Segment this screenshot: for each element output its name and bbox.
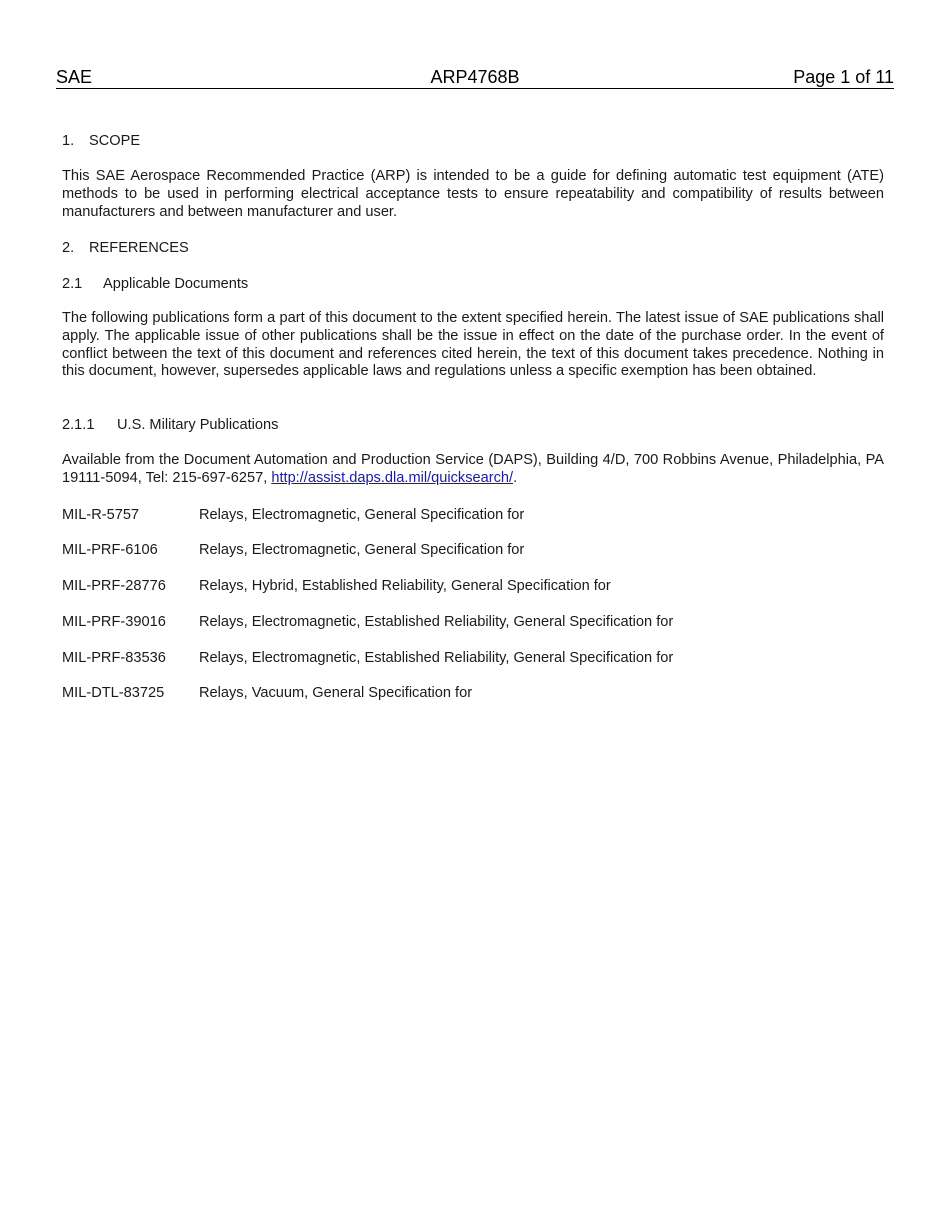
reference-title: Relays, Electromagnetic, Established Reliability, General Specification for — [199, 614, 674, 630]
section-2-1-1-body-text: Available from the Document Automation and Production Service (DAPS), Building 4/D, 700 Robbins Avenue, Philadelphia, PA 19111-5094, Tel: 215-697-6257, — [62, 452, 884, 486]
section-2-heading — [62, 239, 189, 257]
reference-title: Relays, Electromagnetic, General Specification for — [199, 507, 525, 523]
quicksearch-link[interactable]: http://assist.daps.dla.mil/quicksearch/ — [271, 469, 514, 486]
section-2-1-1-title: U.S. Military Publications — [117, 417, 279, 433]
section-2-1-body: The following publications form a part of this document to the extent specified herein. The latest issue of SAE publications shall apply. The applicable issue of other publications shall be the issue in effect on the date of the purchase order. In the event of conflict between the text of this document and references cited herein, the text of this document takes precedence. Nothing in this document, however, supersedes applicable laws and regulations unless a specific exemption has been obtained. — [62, 310, 884, 380]
section-2-title: REFERENCES — [89, 240, 189, 256]
reference-title: Relays, Vacuum, General Specification for — [199, 685, 473, 701]
section-2-1-number: 2.1 — [62, 276, 83, 292]
reference-title: Relays, Hybrid, Established Reliability, General Specification for — [199, 578, 611, 594]
reference-id: MIL-DTL-83725 — [62, 685, 165, 701]
section-2-1-1-number: 2.1.1 — [62, 417, 95, 433]
header-document-number: ARP4768B — [430, 67, 520, 87]
reference-id: MIL-R-5757 — [62, 507, 140, 523]
section-2-1-title: Applicable Documents — [103, 276, 249, 292]
reference-id: MIL-PRF-83536 — [62, 650, 166, 666]
section-1-number: 1. — [62, 133, 75, 149]
running-header — [56, 66, 894, 89]
section-2-1-heading — [62, 275, 248, 293]
section-1-body: This SAE Aerospace Recommended Practice (ARP) is intended to be a guide for defining automatic test equipment (ATE) methods to be used in performing electrical acceptance tests to ensure repeatability and compatibility of results between manufacturers and between manufacturer and user. — [62, 168, 884, 220]
reference-title: Relays, Electromagnetic, Established Reliability, General Specification for — [199, 650, 674, 666]
section-2-1-1-body-period: . — [513, 469, 518, 486]
section-2-number: 2. — [62, 240, 75, 256]
reference-id: MIL-PRF-39016 — [62, 614, 166, 630]
section-2-1-1-heading — [62, 416, 278, 434]
section-2-1-1-body — [62, 452, 884, 488]
reference-id: MIL-PRF-28776 — [62, 578, 166, 594]
section-1-heading — [62, 132, 140, 150]
reference-title: Relays, Electromagnetic, General Specification for — [199, 542, 525, 558]
section-1-title: SCOPE — [89, 133, 141, 149]
header-page-number: Page 1 of 11 — [793, 67, 894, 87]
reference-id: MIL-PRF-6106 — [62, 542, 158, 558]
header-organization: SAE — [56, 67, 93, 87]
